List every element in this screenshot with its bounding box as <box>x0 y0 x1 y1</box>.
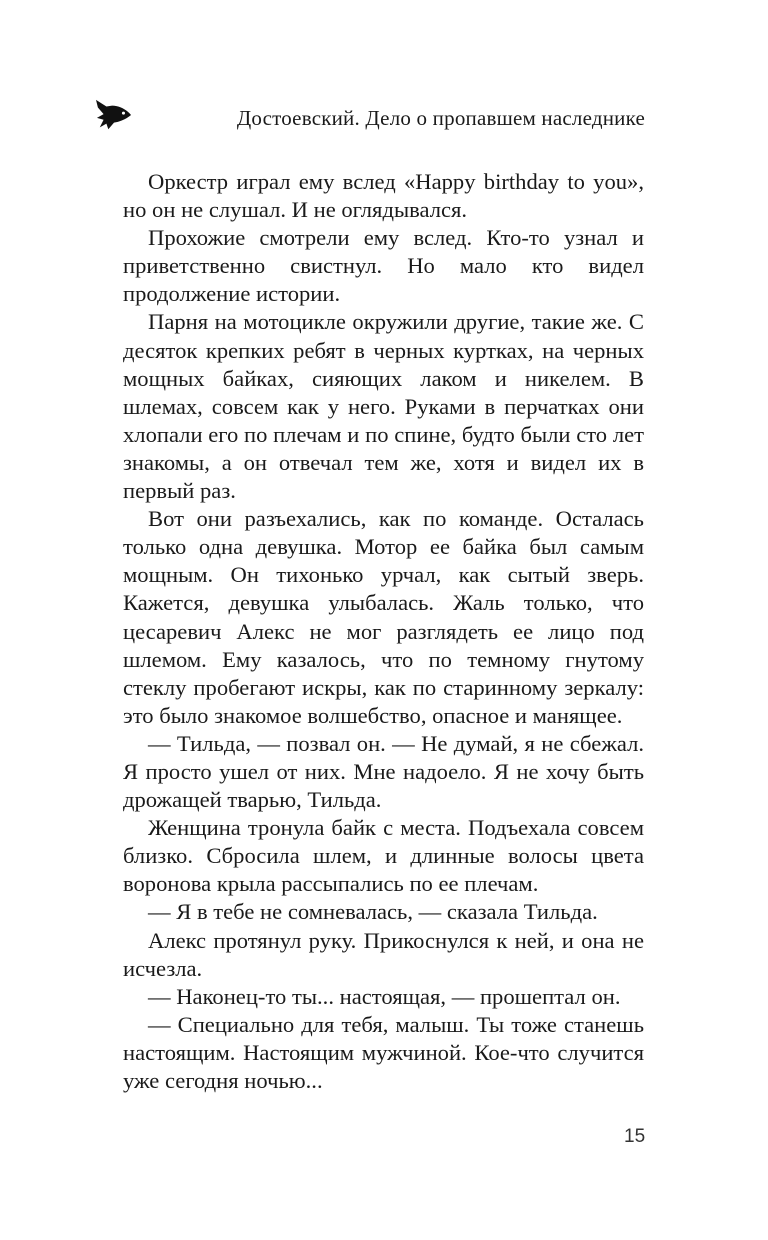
page-number: 15 <box>624 1126 646 1147</box>
paragraph: Прохожие смотрели ему вслед. Кто-то узнал и приветственно свистнул. Но мало кто видел продолжение истории. <box>123 225 644 307</box>
paragraph: Вот они разъехались, как по команде. Осталась только одна девушка. Мотор ее байка был самым мощным. Он тихонько урчал, как сытый зверь. Кажется, девушка улыбалась. Жаль только, что цесаревич Алекс не мог разглядеть ее лицо под шлемом. Ему казалось, что по темному гнутому стеклу пробегают искры, как по старинному зеркалу: это было знакомое волшебство, опасное и манящее. <box>123 506 644 728</box>
paragraph: Алекс протянул руку. Прикоснулся к ней, и она не исчезла. <box>123 927 644 981</box>
page-header <box>95 96 645 140</box>
paragraph: — Я в тебе не сомневалась, — сказала Тильда. <box>148 899 598 925</box>
paragraph: — Наконец-то ты... настоящая, — прошептал он. <box>148 983 621 1009</box>
bird-logo-icon <box>95 98 133 134</box>
paragraph: — Тильда, — позвал он. — Не думай, я не сбежал. Я просто ушел от них. Мне надоело. Я не хочу быть дрожащей тварью, Тильда. <box>123 730 644 813</box>
running-title: Достоевский. Дело о пропавшем наследнике <box>236 106 645 130</box>
paragraph: Парня на мотоцикле окружили другие, такие же. С десяток крепких ребят в черных куртках, на черных мощных байках, сияющих лаком и никелем. В шлемах, совсем как у него. Руками в перчатках они хлопали его по плечам и по спине, будто были сто лет знакомы, а он отвечал тем же, хотя и видел их в первый раз. <box>123 309 644 504</box>
body-text <box>123 168 644 1095</box>
paragraph: — Специально для тебя, малыш. Ты тоже станешь настоящим. Настоящим мужчиной. Кое-что случится уже сегодня ночью... <box>123 1011 644 1093</box>
paragraph: Женщина тронула байк с места. Подъехала совсем близко. Сбросила шлем, и длинные волосы цвета воронова крыла рассыпались по ее плечам. <box>123 815 644 897</box>
paragraph: Оркестр играл ему вслед «Happy birthday to you», но он не слушал. И не оглядывался. <box>123 169 644 223</box>
